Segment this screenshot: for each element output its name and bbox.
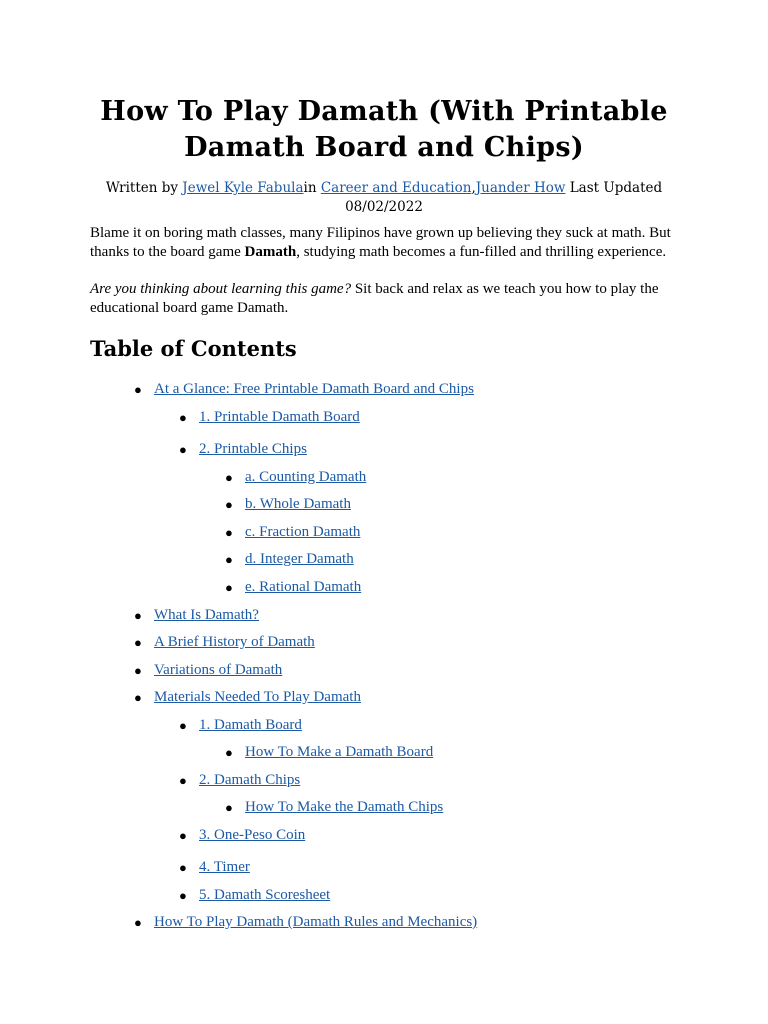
toc-item [134,688,361,707]
bullet-icon: ● [225,745,233,760]
toc-link[interactable]: 1. Printable Damath Board [199,409,360,425]
toc-link[interactable]: How To Play Damath (Damath Rules and Mechanics) [154,914,478,930]
bullet-icon: ● [179,888,187,903]
bullet-icon: ● [134,382,142,397]
bullet-icon: ● [225,470,233,485]
toc-link[interactable]: How To Make a Damath Board [245,744,434,760]
intro-p2-italic: Are you thinking about learning this game? [90,281,352,297]
toc-link[interactable]: 5. Damath Scoresheet [199,887,331,903]
intro-p1-text-after: , studying math becomes a fun-filled and thrilling experience. [296,244,667,260]
toc-link[interactable]: c. Fraction Damath [245,524,361,540]
toc-item [179,886,331,905]
toc-link[interactable]: a. Counting Damath [245,469,367,485]
bullet-icon: ● [225,800,233,815]
intro-p1-text-before: Blame it on boring math classes, many Filipinos have grown up believing they suck at math. But thanks to the board game [90,225,671,260]
byline-separator: , [471,180,476,196]
updated-date: 08/02/2022 [345,199,423,215]
toc-item [134,380,474,399]
toc-item [225,550,354,569]
toc-item [179,826,306,845]
toc-item [134,913,478,932]
toc-link[interactable]: 4. Timer [199,859,250,875]
toc-item [225,578,362,597]
byline-in: in [303,180,321,196]
toc-item [179,858,250,877]
bullet-icon: ● [179,718,187,733]
bullet-icon: ● [179,860,187,875]
toc-item [179,440,307,459]
toc-link[interactable]: Materials Needed To Play Damath [154,689,361,705]
toc-item [179,716,302,735]
toc-item [225,743,434,762]
toc-link[interactable]: A Brief History of Damath [154,634,315,650]
toc-heading: Table of Contents [90,336,297,361]
toc-link[interactable]: Variations of Damath [154,662,283,678]
bullet-icon: ● [225,525,233,540]
toc-item [179,771,301,790]
author-link[interactable]: Jewel Kyle Fabula [182,180,304,196]
toc-item [179,408,360,427]
bullet-icon: ● [134,608,142,623]
bullet-icon: ● [134,663,142,678]
toc-item [225,798,444,817]
toc-item [225,523,361,542]
toc-link[interactable]: b. Whole Damath [245,496,351,512]
byline-written-by: Written by [105,180,183,196]
intro-paragraph-1 [90,224,690,262]
toc-item [134,661,283,680]
toc-link[interactable]: 2. Printable Chips [199,441,307,457]
bullet-icon: ● [179,410,187,425]
toc-item [134,633,315,652]
category-link-juander[interactable]: Juander How [475,180,566,196]
bullet-icon: ● [179,828,187,843]
toc-link[interactable]: How To Make the Damath Chips [245,799,444,815]
bullet-icon: ● [134,690,142,705]
toc-item [225,468,367,487]
bullet-icon: ● [225,552,233,567]
toc-link[interactable]: At a Glance: Free Printable Damath Board and Chips [154,381,474,397]
toc-link[interactable]: d. Integer Damath [245,551,354,567]
updated-label: Last Updated [565,180,663,196]
toc-link[interactable]: 3. One-Peso Coin [199,827,306,843]
toc-item [225,495,351,514]
article-title: How To Play Damath (With Printable Damath Board and Chips) [100,96,668,163]
toc-link[interactable]: What Is Damath? [154,607,259,623]
toc-item [134,606,259,625]
bullet-icon: ● [179,773,187,788]
byline [90,179,678,217]
bullet-icon: ● [134,635,142,650]
bullet-icon: ● [225,580,233,595]
bullet-icon: ● [179,442,187,457]
category-link-career[interactable]: Career and Education [320,180,472,196]
bullet-icon: ● [225,497,233,512]
bullet-icon: ● [134,915,142,930]
toc-link[interactable]: e. Rational Damath [245,579,362,595]
intro-p1-bold: Damath [244,244,297,260]
intro-p2-text-after: Sit back and relax as we teach you how to play the educational board game Damath. [90,281,659,316]
toc-link[interactable]: 1. Damath Board [199,717,302,733]
intro-paragraph-2 [90,280,690,318]
toc-link[interactable]: 2. Damath Chips [199,772,301,788]
